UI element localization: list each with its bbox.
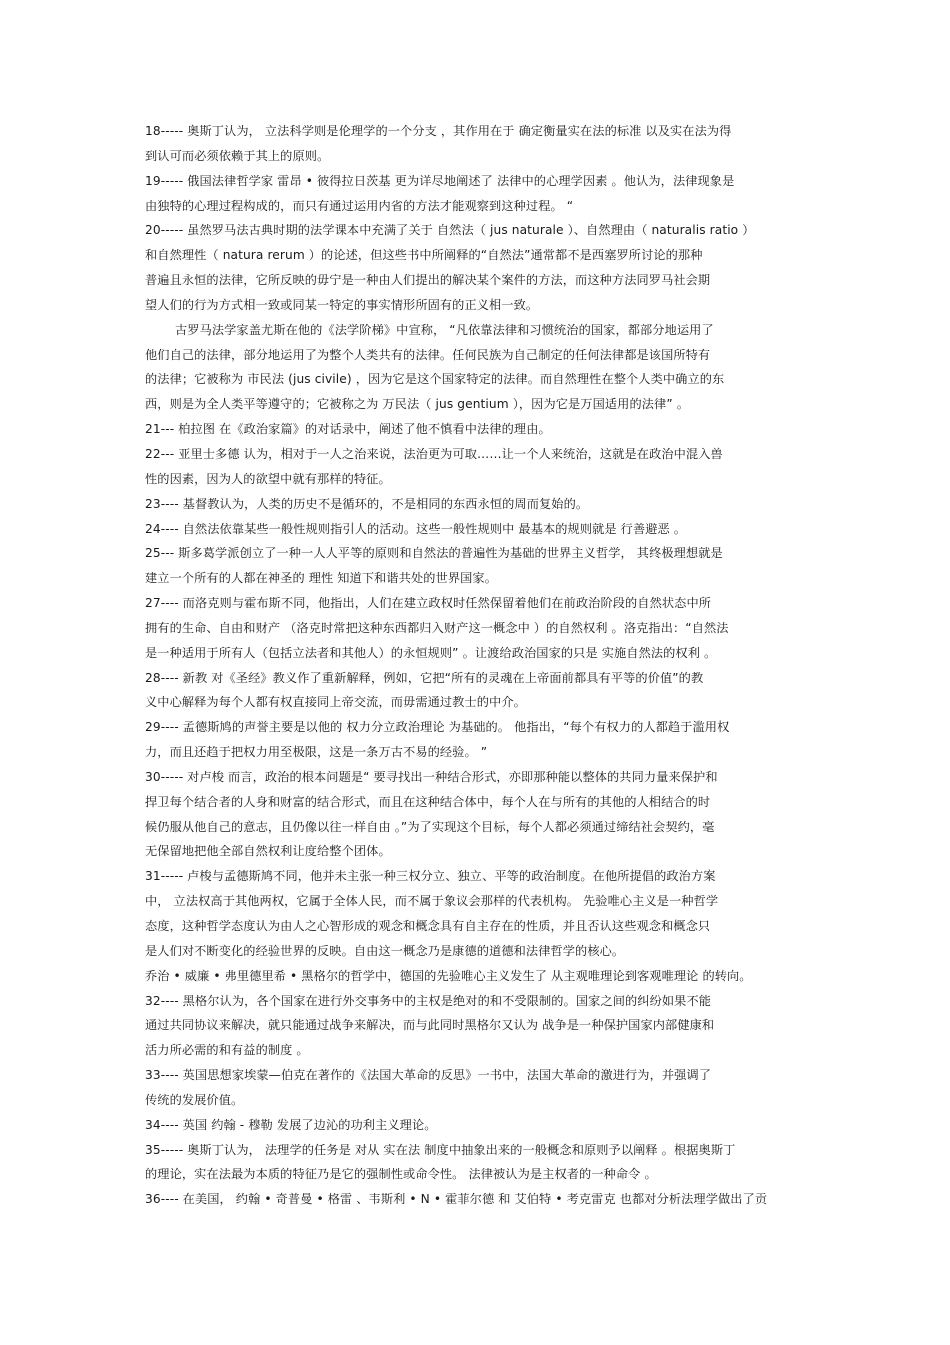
text-line: 乔治 • 威廉 • 弗里德里希 • 黑格尔的哲学中，德国的先验唯心主义发生了 从主观唯理论到客观唯理论 的转向。 xyxy=(145,968,752,983)
text-line: 普遍且永恒的法律，它所反映的毋宁是一种由人们提出的解决某个案件的方法，而这种方法同罗马社会期 xyxy=(145,273,711,288)
text-line: 到认可而必须依赖于其上的原则。 xyxy=(145,148,330,163)
text-line: 的理论，实在法最为本质的特征乃是它的强制性或命令性。 法律被认为是主权者的一种命令 。 xyxy=(145,1167,657,1182)
text-line: 是人们对不断变化的经验世界的反映。自由这一概念乃是康德的道德和法律哲学的核心。 xyxy=(145,943,625,958)
text-line: 拥有的生命、自由和财产 （洛克时常把这种东西都归入财产这一概念中 ）的自然权利 。洛克指出：“自然法 xyxy=(145,620,729,635)
text-line: 活力所必需的和有益的制度 。 xyxy=(145,1043,309,1058)
text-line: 36---- 在美国， 约翰 • 奇普曼 • 格雷 、韦斯利 • N • 霍菲尔德 和 艾伯特 • 考克雷克 也都对分析法理学做出了贡 xyxy=(145,1192,768,1207)
text-line: 建立一个所有的人都在神圣的 理性 知道下和谐共处的世界国家。 xyxy=(145,571,497,586)
text-line: 29---- 孟德斯鸠的声誉主要是以他的 权力分立政治理论 为基础的。 他指出，“每个有权力的人都趋于滥用权 xyxy=(145,720,730,735)
text-line: 34---- 英国 约翰 - 穆勒 发展了边沁的功利主义理论。 xyxy=(145,1117,437,1132)
text-line: 21--- 柏拉图 在《政治家篇》的对话录中，阐述了他不慎看中法律的理由。 xyxy=(145,422,551,437)
text-line: 是一种适用于所有人（包括立法者和其他人）的永恒规则” 。让渡给政治国家的只是 实施自然法的权利 。 xyxy=(145,645,717,660)
text-line: 态度，这种哲学态度认为由人之心智形成的观念和概念具有自主存在的性质，并且否认这些观念和概念只 xyxy=(145,919,711,933)
text-line: 性的因素，因为人的欲望中就有那样的特征。 xyxy=(145,471,391,486)
text-line: 19----- 俄国法律哲学家 雷昂 • 彼得拉日茨基 更为详尽地阐述了 法律中的心理学因素 。他认为，法律现象是 xyxy=(145,173,735,188)
text-line: 25--- 斯多葛学派创立了一种一人人平等的原则和自然法的普遍性为基础的世界主义哲学， 其终极理想就是 xyxy=(145,546,723,561)
text-line: 通过共同协议来解决，就只能通过战争来解决，而与此同时黑格尔又认为 战争是一种保护国家内部健康和 xyxy=(145,1018,715,1033)
document-body xyxy=(145,119,810,1212)
text-line: 33---- 英国思想家埃蒙—伯克在著作的《法国大革命的反思》一书中，法国大革命的激进行为，并强调了 xyxy=(145,1068,712,1083)
text-line: 传统的发展价值。 xyxy=(145,1092,244,1107)
text-line: 力，而且还趋于把权力用至极限，这是一条万古不易的经验。 ” xyxy=(145,745,488,760)
text-line: 的法律；它被称为 市民法 (jus civile) ，因为它是这个国家特定的法律。而自然理性在整个人类中确立的东 xyxy=(145,372,725,387)
text-line: 30----- 对卢梭 而言，政治的根本问题是“ 要寻找出一种结合形式，亦即那种能以整体的共同力量来保护和 xyxy=(145,769,718,784)
text-line: 23---- 基督教认为，人类的历史不是循环的，不是相同的东西永恒的周而复始的。 xyxy=(145,496,589,511)
text-line: 捍卫每个结合者的人身和财富的结合形式，而且在这种结合体中，每个人在与所有的其他的人相结合的时 xyxy=(145,794,711,809)
text-line: 27---- 而洛克则与霍布斯不同，他指出，人们在建立政权时任然保留着他们在前政治阶段的自然状态中所 xyxy=(145,596,712,611)
text-line: 和自然理性（ natura rerum ）的论述，但这些书中所阐释的“自然法”通常都不是西塞罗所讨论的那种 xyxy=(145,248,703,263)
text-line: 20----- 虽然罗马法古典时期的法学课本中充满了关于 自然法（ jus naturale ）、自然理由（ naturalis ratio ） xyxy=(145,223,755,238)
text-line: 35----- 奥斯丁认为， 法理学的任务是 对从 实在法 制度中抽象出来的一般概念和原则予以阐释 。根据奥斯丁 xyxy=(145,1142,736,1157)
text-line: 西，则是为全人类平等遵守的；它被称之为 万民法（ jus gentium ），因为它是万国适用的法律” 。 xyxy=(145,397,690,412)
text-line: 中， 立法权高于其他两权，它属于全体人民，而不属于象议会那样的代表机构。 先验唯心主义是一种哲学 xyxy=(145,894,719,909)
text-line: 候仍服从他自己的意志，且仍像以往一样自由 。”为了实现这个目标，每个人都必须通过缔结社会契约，毫 xyxy=(145,819,715,834)
text-line: 古罗马法学家盖尤斯在他的《法学阶梯》中宣称， “凡依靠法律和习惯统治的国家，都部分地运用了 xyxy=(175,322,714,337)
text-line: 无保留地把他全部自然权利让度给整个团体。 xyxy=(145,844,391,859)
text-line: 22--- 亚里士多德 认为，相对于一人之治来说，法治更为可取……让一个人来统治，这就是在政治中混入兽 xyxy=(145,446,723,461)
text-line: 他们自己的法律，部分地运用了为整个人类共有的法律。任何民族为自己制定的任何法律都是该国所特有 xyxy=(145,347,711,362)
text-line: 28---- 新教 对《圣经》教义作了重新解释，例如，它把“所有的灵魂在上帝面前都具有平等的价值”的教 xyxy=(145,670,704,685)
text-line: 望人们的行为方式相一致或同某一特定的事实情形所固有的正义相一致。 xyxy=(145,297,539,312)
text-line: 24---- 自然法依靠某些一般性规则指引人的活动。这些一般性规则中 最基本的规则就是 行善避恶 。 xyxy=(145,521,687,536)
text-line: 义中心解释为每个人都有权直接同上帝交流，而毋需通过教士的中介。 xyxy=(145,695,526,710)
text-line: 由独特的心理过程构成的，而只有通过运用内省的方法才能观察到这种过程。 “ xyxy=(145,198,574,213)
text-line: 31----- 卢梭与孟德斯鸠不同，他并未主张一种三权分立、独立、平等的政治制度。在他所提倡的政治方案 xyxy=(145,869,716,884)
text-line: 18----- 奥斯丁认为， 立法科学则是伦理学的一个分支 ，其作用在于 确定衡量实在法的标准 以及实在法为得 xyxy=(145,124,732,138)
text-line: 32---- 黑格尔认为，各个国家在进行外交事务中的主权是绝对的和不受限制的。国家之间的纠纷如果不能 xyxy=(145,993,712,1008)
